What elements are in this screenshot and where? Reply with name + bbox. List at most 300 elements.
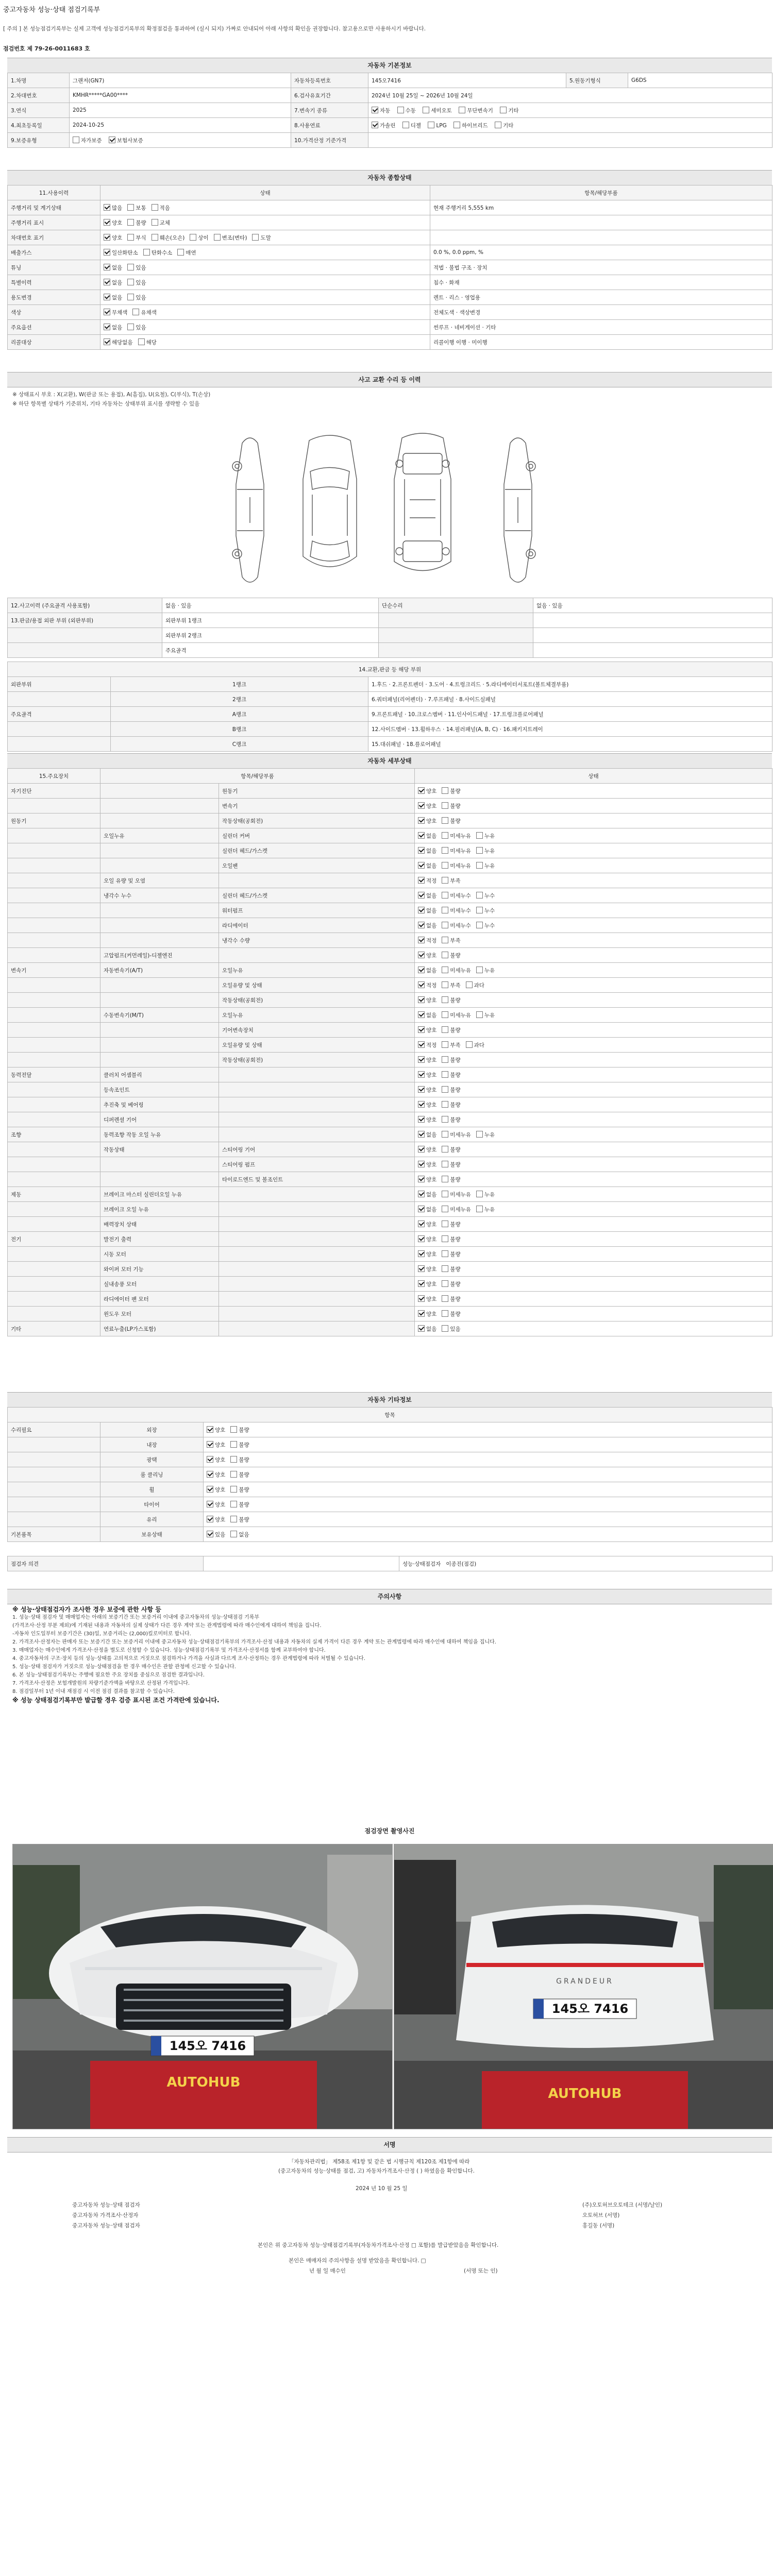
option-label: 보통 [136,205,146,211]
detail-device: 조향 [8,1127,100,1142]
table-row [8,918,772,933]
accident-cell: 주요골격 [162,643,379,658]
detail-device [8,1277,100,1292]
option-label: 누유 [484,862,495,869]
option-checkbox[interactable] [207,1471,213,1478]
option-checkbox[interactable] [442,1310,448,1317]
sig-pricer-name: 오토허브 (서명) [582,2212,620,2218]
option-checkbox[interactable] [152,219,158,226]
option-label: 누유 [484,1131,495,1138]
fuel-diesel-checkbox[interactable] [402,122,409,128]
option-checkbox[interactable] [127,264,134,270]
warranty-self-checkbox[interactable] [73,137,79,143]
option-checkbox[interactable] [418,787,425,794]
general-item-options [100,275,430,290]
option-checkbox[interactable] [127,279,134,285]
opt-label: 기타 [508,107,519,114]
general-item-detail: 렌트 · 리스 · 영업용 [430,290,772,305]
table-row [8,737,772,752]
option-checkbox[interactable] [104,309,110,315]
option-checkbox[interactable] [418,1146,425,1153]
option-checkbox[interactable] [230,1456,237,1463]
general-item-detail: 침수 · 화재 [430,275,772,290]
table-row [8,305,772,320]
option-checkbox[interactable] [132,309,139,315]
note-line: 3. 매매업자는 매수인에게 가격조사·산정을 별도로 신청할 수 있습니다. 성능·상태점검기록부 및 가격조사·산정서를 함께 교부하여야 합니다. [12,1648,326,1653]
option-checkbox[interactable] [418,952,425,958]
general-item-label: 주요옵션 [8,320,100,335]
detail-device: 제동 [8,1187,100,1202]
option-checkbox[interactable] [104,324,110,330]
option-checkbox[interactable] [476,1191,483,1197]
option-checkbox[interactable] [442,1325,448,1332]
option-label: 불량 [450,1101,461,1108]
option-checkbox[interactable] [207,1441,213,1448]
option-checkbox[interactable] [252,234,259,241]
option-checkbox[interactable] [418,1265,425,1272]
trans-other-checkbox[interactable] [500,107,507,113]
option-checkbox[interactable] [476,1131,483,1138]
detail-part: 브레이크 오일 누유 [100,1202,219,1217]
option-label: 불량 [450,818,461,824]
option-checkbox[interactable] [442,877,448,884]
option-checkbox[interactable] [442,907,448,913]
examiner-cell [399,1556,772,1571]
option-checkbox[interactable] [418,907,425,913]
sig-buyer-sign[interactable]: (서명 또는 인) [464,2268,498,2274]
option-checkbox[interactable] [476,892,483,899]
option-checkbox[interactable] [152,204,158,211]
table-row [8,722,772,737]
detail-part [100,1038,219,1053]
option-checkbox[interactable] [152,234,158,241]
detail-state [415,1277,772,1292]
option-checkbox[interactable] [418,1250,425,1257]
option-checkbox[interactable] [442,996,448,1003]
option-checkbox[interactable] [418,1191,425,1197]
trans-manual-checkbox[interactable] [397,107,404,113]
option-checkbox[interactable] [442,1116,448,1123]
trans-cvt-checkbox[interactable] [459,107,465,113]
detail-device [8,1172,100,1187]
option-checkbox[interactable] [418,1235,425,1242]
option-checkbox[interactable] [442,787,448,794]
detail-state [415,1321,772,1336]
opt-label: 가솔린 [380,122,396,129]
parts-group: 주요골격 [8,707,111,722]
option-checkbox[interactable] [442,1221,448,1227]
option-checkbox[interactable] [476,1206,483,1212]
detail-subpart: 오일누유 [219,1008,415,1023]
option-checkbox[interactable] [104,264,110,270]
option-label: 불량 [450,997,461,1004]
option-label: 양호 [426,1087,437,1093]
opt-label: 세미오토 [431,107,452,114]
table-row [8,1527,772,1542]
option-checkbox[interactable] [207,1516,213,1522]
detail-subpart [219,1321,415,1336]
option-label: 불량 [239,1456,249,1463]
detail-state [415,1067,772,1082]
option-label: 누유 [484,967,495,974]
option-checkbox[interactable] [418,1280,425,1287]
parts-group: 외판부위 [8,677,111,692]
option-checkbox[interactable] [104,204,110,211]
section-general-title: 자동차 종합상태 [7,170,772,185]
detail-device [8,1082,100,1097]
option-checkbox[interactable] [418,1041,425,1048]
table-row [8,1112,772,1127]
option-checkbox[interactable] [476,907,483,913]
option-checkbox[interactable] [418,1206,425,1212]
sig-date: 2024 년 10 월 25 일 [356,2185,408,2192]
detail-subpart: 작동상태(공회전) [219,1053,415,1067]
option-checkbox[interactable] [104,338,110,345]
option-checkbox[interactable] [476,1011,483,1018]
year-value: 2025 [70,103,291,118]
option-checkbox[interactable] [442,922,448,928]
other-item: 광택 [100,1452,204,1467]
option-label: 부족 [450,877,461,884]
general-header-item: 11.사용이력 [8,185,100,200]
option-checkbox[interactable] [230,1471,237,1478]
option-checkbox[interactable] [104,219,110,226]
trans-auto-checkbox[interactable] [372,107,378,113]
reg-number-label: 자동차등록번호 [291,73,368,88]
table-row [8,707,772,722]
detail-subpart: 오일유량 및 상태 [219,1038,415,1053]
detail-part: 클러치 어셈블리 [100,1067,219,1082]
front-photo [12,1844,393,2129]
option-checkbox[interactable] [418,862,425,869]
option-checkbox[interactable] [442,1280,448,1287]
other-state [204,1422,772,1437]
option-checkbox[interactable] [418,1056,425,1063]
detail-state [415,843,772,858]
option-checkbox[interactable] [418,1011,425,1018]
option-checkbox[interactable] [442,1041,448,1048]
option-checkbox[interactable] [127,219,134,226]
general-item-options [100,320,430,335]
option-checkbox[interactable] [418,877,425,884]
option-checkbox[interactable] [442,1101,448,1108]
other-item: 내장 [100,1437,204,1452]
parts-list: 12.사이드멤버 · 13.휠하우스 · 14.필러패널(A, B, C) · 16.패키지트레이 [368,722,772,737]
general-item-label: 배출가스 [8,245,100,260]
option-label: 양호 [426,1116,437,1123]
front-floor-brand: AUTOHUB [166,2075,241,2090]
option-checkbox[interactable] [442,1295,448,1302]
option-checkbox[interactable] [230,1486,237,1493]
detail-device [8,903,100,918]
detail-header-part: 항목/해당부품 [100,769,415,784]
option-checkbox[interactable] [442,1056,448,1063]
table-row [8,1082,772,1097]
option-checkbox[interactable] [442,802,448,809]
option-checkbox[interactable] [476,922,483,928]
fuel-hybrid-checkbox[interactable] [453,122,460,128]
detail-state [415,784,772,799]
option-checkbox[interactable] [442,1071,448,1078]
option-checkbox[interactable] [214,234,221,241]
option-checkbox[interactable] [442,1191,448,1197]
detail-state [415,828,772,843]
opt-label: 무단변속기 [467,107,493,114]
opt-label: 기타 [503,122,514,129]
option-checkbox[interactable] [143,249,150,256]
option-checkbox[interactable] [418,1086,425,1093]
option-checkbox[interactable] [442,1265,448,1272]
option-checkbox[interactable] [418,996,425,1003]
other-info-table [7,1407,772,1542]
option-checkbox[interactable] [104,279,110,285]
option-label: 양호 [112,234,123,241]
engine-value: G6DS [628,73,772,88]
detail-device [8,1053,100,1067]
option-checkbox[interactable] [442,832,448,839]
option-label: 미세누수 [450,907,471,914]
table-row [8,888,772,903]
option-checkbox[interactable] [127,294,134,300]
detail-device [8,1097,100,1112]
option-checkbox[interactable] [190,234,196,241]
option-checkbox[interactable] [442,1011,448,1018]
chassis-value: KMHR*****GA00**** [70,88,291,103]
table-row [8,598,772,613]
option-label: 부식 [136,234,146,241]
option-checkbox[interactable] [418,1026,425,1033]
fuel-other-checkbox[interactable] [495,122,501,128]
detail-part [100,1053,219,1067]
option-label: 미세누유 [450,967,471,974]
detail-part: 수동변속기(M/T) [100,1008,219,1023]
option-label: 양호 [426,1251,437,1258]
first-reg-label: 4.최초등록일 [8,118,70,133]
detail-state [415,1232,772,1247]
option-checkbox[interactable] [442,1086,448,1093]
fuel-gasoline-checkbox[interactable] [372,122,378,128]
option-label: 무채색 [112,309,128,316]
option-checkbox[interactable] [230,1426,237,1433]
note-line: 4. 중고자동차의 구조·장치 등의 성능·상태를 고의적으로 거짓으로 점검하거나 가격을 사실과 다르게 조사·산정하는 경우 관계법령에 따라 처벌될 수 있습니다. [12,1656,365,1662]
detail-part [100,784,219,799]
option-checkbox[interactable] [207,1426,213,1433]
table-row [8,933,772,948]
option-label: 없음 [112,264,123,271]
option-checkbox[interactable] [476,832,483,839]
parts-rank: C랭크 [111,737,368,752]
sig-line-1: 「자동차관리법」 제58조 제1항 및 같은 법 시행규칙 제120조 제1항에 따라 [289,2159,470,2165]
option-checkbox[interactable] [177,249,184,256]
option-checkbox[interactable] [442,1026,448,1033]
note-line: (가격조사·산정 부분 제외)에 기재된 내용과 자동차의 실제 상태가 다른 경우 계약 또는 관계법령에 따라 매수인에게 대하여 책임을 집니다. [12,1623,322,1629]
option-checkbox[interactable] [418,1221,425,1227]
detail-subpart: 스티어링 펌프 [219,1157,415,1172]
detail-state [415,799,772,814]
detail-device [8,1038,100,1053]
option-checkbox[interactable] [476,862,483,869]
notes-body [12,1605,765,1704]
option-label: 많음 [112,205,123,211]
option-label: 양호 [215,1471,226,1478]
year-label: 3.연식 [8,103,70,118]
reg-number-value: 145오7416 [368,73,566,88]
option-checkbox[interactable] [418,892,425,899]
option-label: 있음 [450,1326,461,1332]
option-checkbox[interactable] [104,249,110,256]
option-label: 적정 [426,937,437,944]
option-checkbox[interactable] [442,1206,448,1212]
option-checkbox[interactable] [442,1235,448,1242]
general-item-options [100,245,430,260]
option-label: 없음 [239,1531,249,1538]
detail-part [100,843,219,858]
option-checkbox[interactable] [127,234,134,241]
general-status-table [7,185,772,350]
general-header-state: 상태 [100,185,430,200]
number-suffix: 호 [84,45,90,52]
table-row [8,1422,772,1437]
opt-label: 수동 [405,107,416,114]
detail-subpart [219,1217,415,1232]
option-label: 누유 [484,848,495,854]
option-checkbox[interactable] [418,1101,425,1108]
detail-device: 동력전달 [8,1067,100,1082]
option-checkbox[interactable] [442,967,448,973]
option-checkbox[interactable] [418,1295,425,1302]
section-accident-title: 사고 교환 수리 등 이력 [7,372,772,387]
option-checkbox[interactable] [442,937,448,943]
option-checkbox[interactable] [418,817,425,824]
detail-part: 냉각수 누수 [100,888,219,903]
option-checkbox[interactable] [127,324,134,330]
general-item-options [100,200,430,215]
parts-group [8,722,111,737]
option-checkbox[interactable] [104,234,110,241]
other-state [204,1467,772,1482]
option-checkbox[interactable] [442,892,448,899]
detail-part: 디퍼렌셜 기어 [100,1112,219,1127]
option-checkbox[interactable] [418,1325,425,1332]
option-label: 불량 [450,1146,461,1153]
option-checkbox[interactable] [418,1161,425,1167]
general-item-detail: 썬루프 · 네비게이션 · 기타 [430,320,772,335]
table-row [8,275,772,290]
option-checkbox[interactable] [442,1161,448,1167]
table-row [8,1512,772,1527]
option-checkbox[interactable] [104,294,110,300]
option-label: 양호 [426,803,437,809]
detail-state [415,948,772,963]
parts-title: 14.교환,판금 등 해당 부위 [8,662,772,677]
detail-device [8,948,100,963]
option-label: 양호 [426,818,437,824]
option-checkbox[interactable] [442,1250,448,1257]
option-checkbox[interactable] [442,1176,448,1182]
detail-state [415,1307,772,1321]
detail-device [8,1262,100,1277]
option-label: 과다 [474,982,484,989]
detail-device [8,873,100,888]
section-other-title: 자동차 기타정보 [7,1392,772,1408]
note-line: 1. 성능·상태 점검자 및 매매업자는 아래의 보증기간 또는 보증거리 이내에 중고자동차의 성능·상태점검 기록부 [12,1615,260,1620]
detail-part: 라디에이터 팬 모터 [100,1292,219,1307]
table-row [8,1292,772,1307]
option-checkbox[interactable] [418,922,425,928]
option-checkbox[interactable] [138,338,145,345]
table-row [8,784,772,799]
detail-device [8,933,100,948]
option-checkbox[interactable] [127,204,134,211]
option-checkbox[interactable] [418,832,425,839]
general-item-options [100,260,430,275]
trans-semi-checkbox[interactable] [423,107,429,113]
option-checkbox[interactable] [230,1516,237,1522]
other-group [8,1512,100,1527]
option-checkbox[interactable] [466,981,473,988]
option-checkbox[interactable] [230,1501,237,1507]
option-checkbox[interactable] [442,847,448,854]
option-checkbox[interactable] [418,937,425,943]
rear-plate-text: 145오 7416 [551,2002,629,2016]
option-checkbox[interactable] [476,847,483,854]
option-checkbox[interactable] [466,1041,473,1048]
option-checkbox[interactable] [418,967,425,973]
detail-device [8,978,100,993]
option-checkbox[interactable] [207,1486,213,1493]
fuel-lpg-checkbox[interactable] [428,122,434,128]
option-checkbox[interactable] [418,847,425,854]
option-checkbox[interactable] [476,967,483,973]
option-checkbox[interactable] [418,1116,425,1123]
option-checkbox[interactable] [230,1531,237,1537]
table-row [8,978,772,993]
option-label: 양호 [426,1311,437,1317]
option-checkbox[interactable] [442,952,448,958]
option-checkbox[interactable] [442,981,448,988]
option-checkbox[interactable] [442,1131,448,1138]
option-checkbox[interactable] [207,1456,213,1463]
option-checkbox[interactable] [418,1131,425,1138]
detail-part [100,918,219,933]
detail-subpart [219,1187,415,1202]
option-checkbox[interactable] [418,1310,425,1317]
table-row [8,1467,772,1482]
option-label: 양호 [426,1072,437,1078]
general-item-label: 용도변경 [8,290,100,305]
option-label: 적음 [159,205,170,211]
option-label: 적정 [426,877,437,884]
option-checkbox[interactable] [442,1146,448,1153]
option-label: 과다 [474,1042,484,1048]
option-checkbox[interactable] [207,1501,213,1507]
option-label: 불량 [450,1311,461,1317]
table-row [8,1038,772,1053]
warranty-insurer-checkbox[interactable] [109,137,115,143]
other-group [8,1452,100,1467]
option-label: 누유 [484,833,495,839]
option-checkbox[interactable] [442,817,448,824]
option-checkbox[interactable] [418,981,425,988]
option-checkbox[interactable] [418,1071,425,1078]
option-checkbox[interactable] [442,862,448,869]
car-front-top-view [303,435,357,567]
option-checkbox[interactable] [418,802,425,809]
option-checkbox[interactable] [230,1441,237,1448]
detail-part: 등속조인트 [100,1082,219,1097]
option-checkbox[interactable] [418,1176,425,1182]
option-checkbox[interactable] [207,1531,213,1537]
